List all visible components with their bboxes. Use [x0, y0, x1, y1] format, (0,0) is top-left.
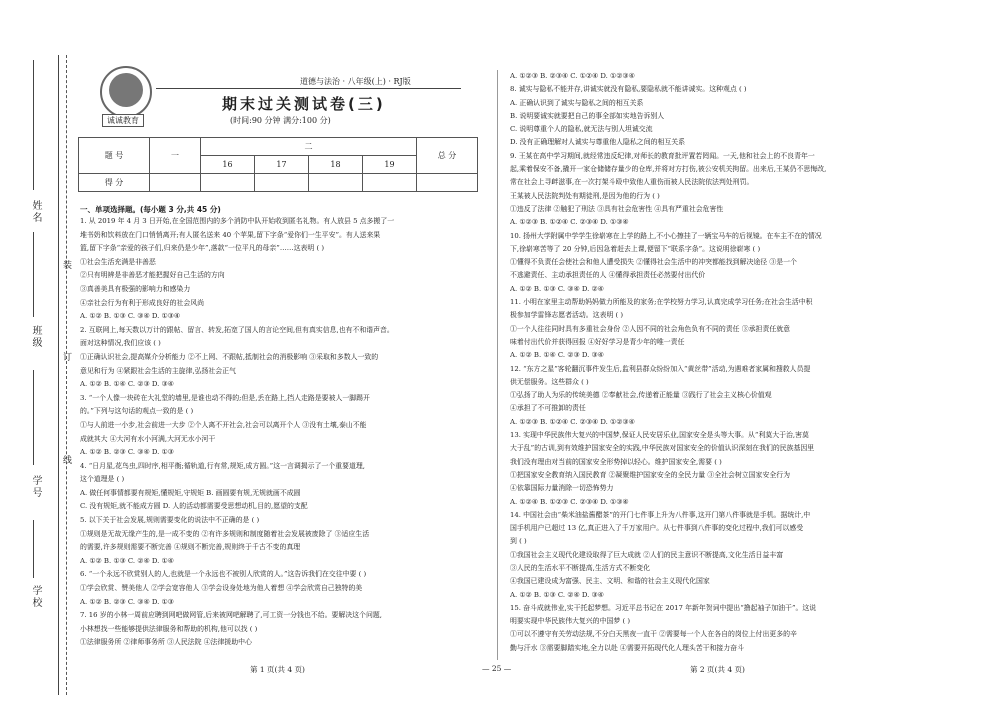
score-table: [78, 137, 478, 192]
score-table-sub-19: 19: [363, 156, 417, 174]
question-line: 1. 从 2019 年 4 月 3 日开始,在全国范围内的多个消防中队开始收到匿名礼物。有人放县 5 点多搬了一: [80, 217, 395, 225]
question-line: 7. 16 岁的小林一周前应聘到网吧做网管,后来被网吧解聘了,可工资一分钱也不给。要解决这个问题,: [80, 611, 382, 620]
question-line: A. ①② B. ①③ C. ②④ D. ①④: [80, 556, 174, 565]
binding-margin: [0, 0, 70, 707]
question-line: 2. 互联网上,每天数以万计的跟帖、留言、转发,拓宽了国人的言论空间,但有真实信息,也有不和谐声音。: [80, 325, 394, 334]
question-line: 4. “日月星,花鸟虫,四时序,相平衡;循轨道,行有常,规矩,成方圆。”这一言调揭示了一个重要道理,: [80, 461, 365, 470]
question-line: 国手机用户已超过 13 亿,真正进入了千万家用户。从七件事到八件事的变化过程中,我们可以感受: [510, 524, 804, 533]
question-line: 不逃避责任、主动承担责任的人 ④懂得承担责任必然要付出代价: [510, 271, 706, 280]
question-line: ①正确认识社会,提高媒介分析能力 ②不上网、不跟帖,抵制社会的消极影响 ③采取和多数人一致的: [80, 352, 379, 361]
seal-emblem-icon: [109, 73, 143, 107]
question-line: A. ①②③ B. ②③④ C. ①②④ D. ①②③④: [510, 72, 635, 80]
question-line: ①法律服务所 ②律师事务所 ③人民法院 ④法律援助中心: [80, 638, 252, 647]
question-line: 大于乱”的古训,到有效维护国家安全的实践,中华民族对国家安全的价值认识深刻在我们的民族基因里: [510, 444, 815, 453]
question-line: 下,徐崭寒苦等了 20 分钟,后因急着赶去上课,便留下“联系字条”。这说明徐崭寒 ( ): [510, 244, 761, 253]
question-line: ①弘扬了助人为乐的传统美德 ②奉献社会,传递着正能量 ③践行了社会主义核心价值观: [510, 391, 772, 400]
class-label: 班级: [30, 325, 41, 349]
question-line: 的。”下列与这句话的观点一致的是 ( ): [80, 407, 194, 416]
score-table-col-two: 二: [201, 138, 417, 156]
question-line: B. 说明要诚实就要把自己的事全部如实地告诉别人: [510, 111, 665, 120]
question-line: ④我国已建设成为富强、民主、文明、和谐的社会主义现代化国家: [510, 577, 710, 586]
question-line: 5. 以下关于社会发展,规则需要变化的说法中不正确的是 ( ): [80, 516, 260, 525]
question-line: A. ①② B. ②③ C. ③④ D. ①③: [80, 448, 174, 457]
score-table-sub-16: 16: [201, 156, 255, 174]
question-line: A. ①②③ B. ①②④ C. ②③④ D. ①②③④: [510, 417, 635, 426]
question-line: 12. “东方之星”客轮翻沉事件发生后,监利县群众纷纷加入“黄丝带”活动,为遇难者家属和搜救人员提: [510, 364, 811, 373]
question-line: ④依靠国际力量消除一切恐怖势力: [510, 484, 614, 493]
question-line: 堆书奶和饮料放在门口悄悄离开;有人匿名送来 40 个苹果,留下字条“爱你们一生平安”。有人送来果: [80, 230, 381, 239]
score-cell-one[interactable]: [150, 174, 201, 192]
page-title: 期末过关测试卷(三): [222, 95, 386, 113]
question-line: ②只有明辨是非善恶才能把握好自己生活的方向: [80, 271, 225, 280]
name-fill-line[interactable]: [33, 60, 34, 190]
question-line: A. 正确认识到了诚实与隐私之间的相互关系: [510, 98, 644, 107]
id-label: 学号: [30, 475, 41, 499]
right-column: [510, 70, 950, 658]
question-line: 意见和行为 ④紧跟社会生活的主旋律,弘扬社会正气: [80, 366, 236, 375]
question-line: 王某被人民法院判处有期徒刑,是因为他的行为 ( ): [510, 191, 660, 200]
score-table-sub-17: 17: [255, 156, 309, 174]
question-line: A. ①②③ B. ①②④ C. ②③④ D. ①③④: [510, 218, 629, 227]
id-fill-line[interactable]: [33, 370, 34, 465]
section-heading: 一、单项选择题。(每小题 3 分,共 45 分): [80, 205, 221, 214]
cut-mark-bind: 装: [61, 260, 71, 271]
question-line: 极参加学雷锋志愿者活动。这表明 ( ): [510, 311, 624, 320]
question-line: 这个道理是 ( ): [80, 475, 125, 484]
question-line: ①把国家安全教育纳入国民教育 ②凝聚维护国家安全的全民力量 ③全社会树立国家安全行为: [510, 470, 791, 479]
question-line: 到 ( ): [510, 537, 527, 546]
question-line: 成就其大 ④大河有水小河满,大河无水小河干: [80, 434, 216, 443]
question-line: ④亲社会行为有利于形成良好的社会风尚: [80, 298, 205, 307]
question-line: 我们没有理由对当前的国家安全形势掉以轻心。维护国家安全,需要 ( ): [510, 457, 722, 466]
school-fill-line[interactable]: [33, 520, 34, 578]
question-line: 8. 诚实与隐私不能并存,讲诚实就没有隐私,要隐私就不能讲诚实。这种观点 ( ): [510, 85, 747, 94]
question-line: ③人民的生活水平不断提高,生活方式不断变化: [510, 563, 651, 572]
cut-mark-staple: 订: [61, 352, 71, 363]
page-divider: [497, 70, 498, 660]
score-cell-16[interactable]: [201, 174, 255, 192]
question-line: ①一个人往往同时具有多重社会身份 ②人因不同的社会角色负有不同的责任 ③承担责任就意: [510, 324, 791, 333]
question-line: A. ①② B. ①④ C. ②③ D. ③④: [80, 380, 174, 389]
score-cell-18[interactable]: [309, 174, 363, 192]
question-line: D. 没有正确理解对人诚实与尊重他人隐私之间的相互关系: [510, 138, 686, 147]
question-line: ①违反了法律 ②触犯了刑法 ③具有社会危害性 ④具有严重社会危害性: [510, 204, 724, 213]
question-line: A. ①② B. ②③ C. ③④ D. ①③: [80, 597, 174, 606]
question-line: ①懂得不负责任会使社会和他人遭受损失 ②懂得社会生活中的冲突都能找到解决途径 ③是一个: [510, 258, 797, 267]
subject-line: 道德与法治 · 八年级(上) · RJ版: [300, 77, 411, 86]
score-cell-19[interactable]: [363, 174, 417, 192]
question-line: 6. “一个永远不欣赏别人的人,也就是一个永远也不被别人欣赏的人。”这告诉我们在交往中要 ( ): [80, 570, 367, 579]
question-line: ①规则是无故无缘产生的,是一成不变的 ②有许多规则和制度随着社会发展被废除了 ③适应生活: [80, 529, 370, 538]
score-table-score-label: 得 分: [79, 174, 150, 192]
time-info: (时间:90 分钟 满分:100 分): [230, 116, 331, 125]
question-line: 11. 小明在家里主动帮助妈妈做力所能及的家务;在学校努力学习,认真完成学习任务;在社会生活中积: [510, 298, 813, 307]
question-line: A. ①②④ B. ①②③ C. ②③④ D. ①③④: [510, 497, 629, 506]
question-line: 9. 王某在高中学习期间,就经常违反纪律,对师长的教育批评置若罔闻。一天,他和社会上的不良青年一: [510, 151, 815, 160]
question-line: 供无偿服务。这些群众 ( ): [510, 377, 589, 386]
brand-name: 诚诚教育: [102, 114, 144, 127]
seal-icon: [100, 66, 152, 118]
question-line: 勤与汗水 ③需要脚踏实地,全力以赴 ④需要开拓现代化人理头苦干和接力奋斗: [510, 643, 744, 652]
question-line: C. 说明尊重个人的隐私,就无法与别人坦诚交流: [510, 125, 653, 134]
question-line: 14. 中国社会由“柴米油盐酱醋茶”的开门七件事上升为八件事,这开门第八件事就是手机。据统计,中: [510, 510, 811, 519]
question-line: 味着付出代价并获得回报 ④好好学习是青少年的唯一责任: [510, 337, 685, 346]
footer-page-number: — 25 —: [482, 664, 512, 673]
score-cell-17[interactable]: [255, 174, 309, 192]
question-line: 起,乘着保安不备,撬开一家仓储储存量少的仓库,并将对方打伤,被公安机关拘留。出来后,王某仍不思悔改,: [510, 165, 827, 174]
name-label: 姓名: [30, 200, 41, 224]
question-line: ①社会生活充满是非善恶: [80, 257, 156, 266]
question-line: ①我国社会主义现代化建设取得了巨大成就 ②人们的民主意识不断提高,文化生活日益丰富: [510, 550, 784, 559]
question-line: 3. “一个人像一块砖在大礼堂的墙里,是谁也动不得的;但是,丢在路上,挡人走路是要被人一脚踢开: [80, 393, 370, 402]
cut-mark-line: 线: [61, 455, 71, 466]
class-fill-line[interactable]: [33, 232, 34, 317]
question-line: A. ①② B. ①③ C. ③④ D. ①③④: [80, 312, 181, 321]
cut-dashed-line: [66, 55, 67, 695]
header-rule: [156, 88, 461, 89]
score-table-item-label: 题 号: [79, 138, 150, 174]
question-line: 常在社会上寻衅滋事,在一次打架斗殴中致他人重伤而被人民法院依法判处刑罚。: [510, 178, 754, 187]
question-line: 篮,留下字条“亲爱的孩子们,归来仍是少年”,落款“一位平凡的母亲”……这表明 ( ): [80, 244, 325, 253]
question-line: 13. 实现中华民族伟大复兴的中国梦,保证人民安居乐业,国家安全是头等大事。从“利莫大于治,害莫: [510, 431, 809, 440]
footer-page-right: 第 2 页(共 4 页): [690, 665, 745, 674]
question-line: ④承担了不可推卸的责任: [510, 404, 586, 413]
question-line: C. 没有规矩,就不能成方圆 D. 人的活动都需要受思想动机,目的,愿望的支配: [80, 502, 308, 511]
question-line: ①与人前进一小步,社会前进一大步 ②个人离不开社会,社会可以离开个人 ③没有土壤,泰山不能: [80, 420, 367, 429]
question-line: 15. 奋斗成就伟业,实干托起梦想。习近平总书记在 2017 年新年贺词中提出“撸起袖子加油干”。这说: [510, 603, 817, 612]
left-column: [80, 215, 485, 655]
question-line: A. ①② B. ①③ C. ③④ D. ②④: [510, 284, 604, 293]
question-line: 明要实现中华民族伟大复兴的中国梦 ( ): [510, 617, 631, 626]
question-line: ①学会欣赏、赞美他人 ②学会宽容他人 ③学会设身处地为他人着想 ④学会欣赏自己独特的美: [80, 584, 363, 593]
question-line: A. ①② B. ①④ C. ②③ D. ③④: [510, 351, 604, 360]
question-line: 的需要,许多规则需要不断完善 ④规则不断完善,规则终于千古不变的真理: [80, 543, 301, 552]
score-table-total: 总 分: [417, 138, 478, 174]
question-line: ③真善美具有极强的影响力和感染力: [80, 284, 191, 293]
question-line: 小林想找一些能够提供法律服务和帮助的机构,他可以找 ( ): [80, 624, 258, 633]
question-line: 10. 扬州大学附属中学学生徐崭寒在上学的路上,不小心擦挂了一辆宝马车的后视镜。在车主不在的情况: [510, 231, 822, 240]
binding-line: [58, 55, 59, 695]
score-table-sub-18: 18: [309, 156, 363, 174]
question-line: ①可以不遵守有关劳动法规,不分白天黑夜一直干 ②需要每一个人在各自的岗位上付出更多的辛: [510, 630, 797, 639]
score-cell-total[interactable]: [417, 174, 478, 192]
footer-page-left: 第 1 页(共 4 页): [250, 665, 305, 674]
question-line: A. ①② B. ①③ C. ②④ D. ③④: [510, 590, 604, 599]
question-line: 面对这种情况,我们应该 ( ): [80, 339, 161, 348]
score-table-col-one: 一: [150, 138, 201, 174]
school-label: 学校: [30, 585, 41, 609]
question-line: A. 做任何事情都要有规矩,懂规矩,守规矩 B. 画圆要有规,无规就画不成圆: [80, 488, 301, 497]
